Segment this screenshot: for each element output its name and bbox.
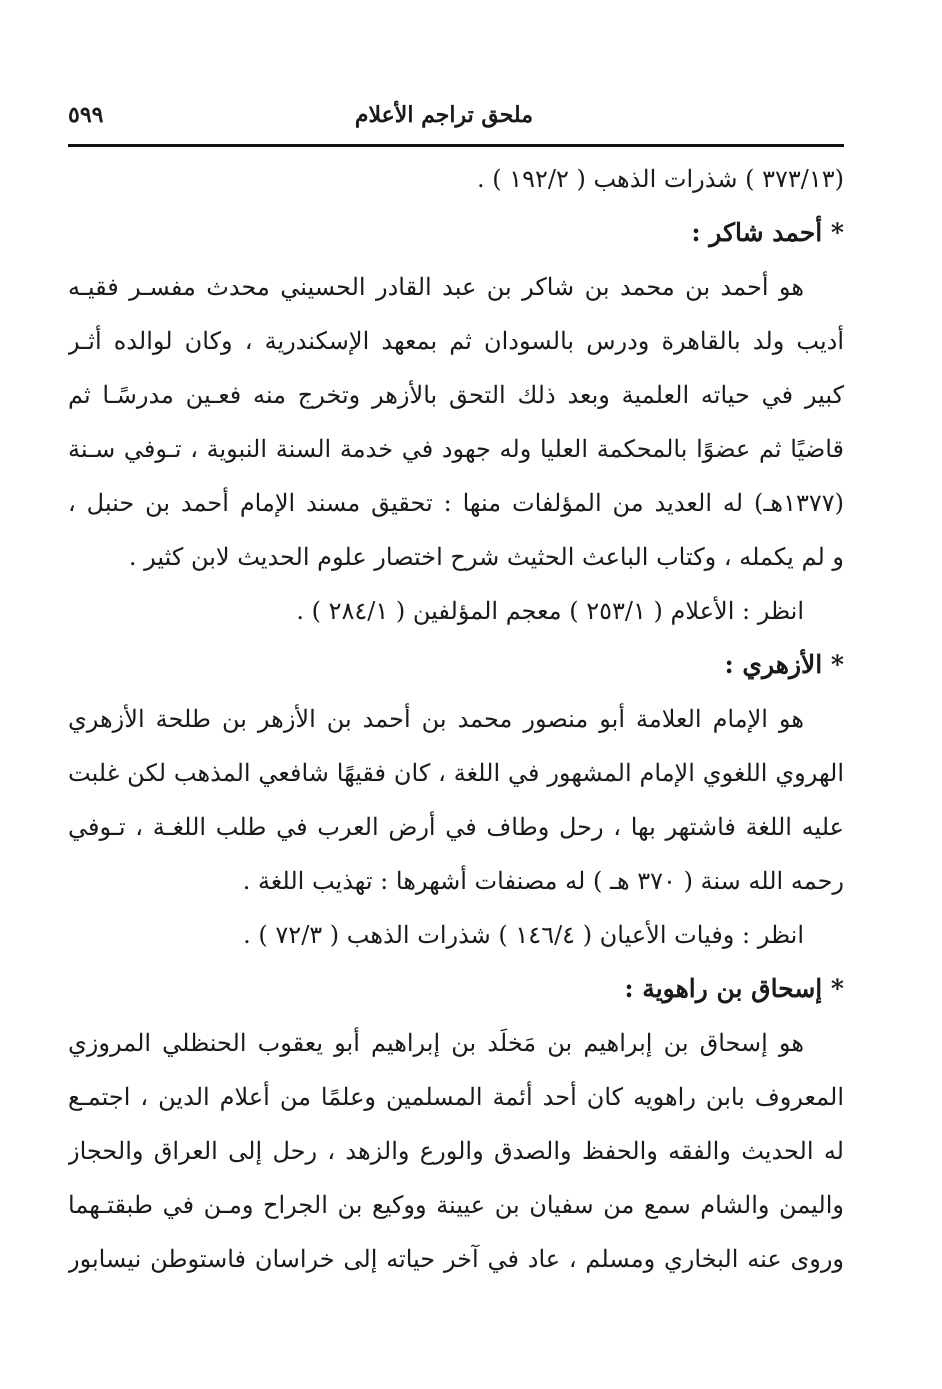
text-line: هو أحمد بن محمد بن شاكر بن عبد القادر الحسيني محدث مفسـر فقيـه xyxy=(68,273,804,301)
entry-heading-azhari: * الأزهري : xyxy=(724,650,844,679)
text-line: رحمه الله سنة ( ٣٧٠ هـ ) له مصنفات أشهرها : تهذيب اللغة . xyxy=(242,867,844,895)
running-header xyxy=(68,98,843,138)
text-line: أديب ولد بالقاهرة ودرس بالسودان ثم بمعهد الإسكندرية ، وكان لوالده أثـر xyxy=(68,327,844,355)
entry-heading-ishaq-rahwayh: * إسحاق بن راهوية : xyxy=(624,974,844,1003)
text-line: عليه اللغة فاشتهر بها ، رحل وطاف في أرض العرب في طلب اللغـة ، تـوفي xyxy=(68,813,844,841)
text-line: واليمن والشام سمع من سفيان بن عيينة ووكيع بن الجراح ومـن في طبقتـهما xyxy=(68,1191,844,1219)
text-line: المعروف بابن راهويه كان أحد أئمة المسلمين وعلمًا من أعلام الدين ، اجتمـع xyxy=(68,1083,844,1111)
entry-heading-ahmad-shakir: * أحمد شاكر : xyxy=(691,218,844,247)
header-divider xyxy=(68,144,844,147)
text-line: هو الإمام العلامة أبو منصور محمد بن أحمد بن الأزهر بن طلحة الأزهري xyxy=(68,705,804,733)
reference-line: انظر : الأعلام ( ٢٥٣/١ ) معجم المؤلفين ( ٢٨٤/١ ) . xyxy=(296,597,804,625)
text-line: (١٣٧٧هـ) له العديد من المؤلفات منها : تحقيق مسند الإمام أحمد بن حنبل ، xyxy=(68,489,844,517)
text-line: الهروي اللغوي الإمام المشهور في اللغة ، كان فقيهًا شافعي المذهب لكن غلبت xyxy=(68,759,844,787)
page-number: ٥٩٩ xyxy=(68,102,104,128)
page-body xyxy=(68,152,844,1286)
reference-line: انظر : وفيات الأعيان ( ١٤٦/٤ ) شذرات الذهب ( ٧٢/٣ ) . xyxy=(243,921,804,949)
text-line: و لم يكمله ، وكتاب الباعث الحثيث شرح اختصار علوم الحديث لابن كثير . xyxy=(128,543,844,571)
text-line: له الحديث والفقه والحفظ والصدق والورع والزهد ، رحل إلى العراق والحجاز xyxy=(68,1137,844,1165)
text-line: كبير في حياته العلمية وبعد ذلك التحق بالأزهر وتخرج منه فعـين مدرسًـا ثم xyxy=(68,381,844,409)
text-line: هو إسحاق بن إبراهيم بن مَخلَد بن إبراهيم أبو يعقوب الحنظلي المروزي xyxy=(68,1029,804,1057)
text-line: (٣٧٣/١٣ ) شذرات الذهب ( ١٩٢/٢ ) . xyxy=(476,165,844,193)
running-header-title: ملحق تراجم الأعلام xyxy=(354,102,533,128)
text-line: وروى عنه البخاري ومسلم ، عاد في آخر حياته إلى خراسان فاستوطن نيسابور xyxy=(68,1245,844,1273)
text-line: قاضيًا ثم عضوًا بالمحكمة العليا وله جهود في خدمة السنة النبوية ، تـوفي سـنة xyxy=(68,435,844,463)
